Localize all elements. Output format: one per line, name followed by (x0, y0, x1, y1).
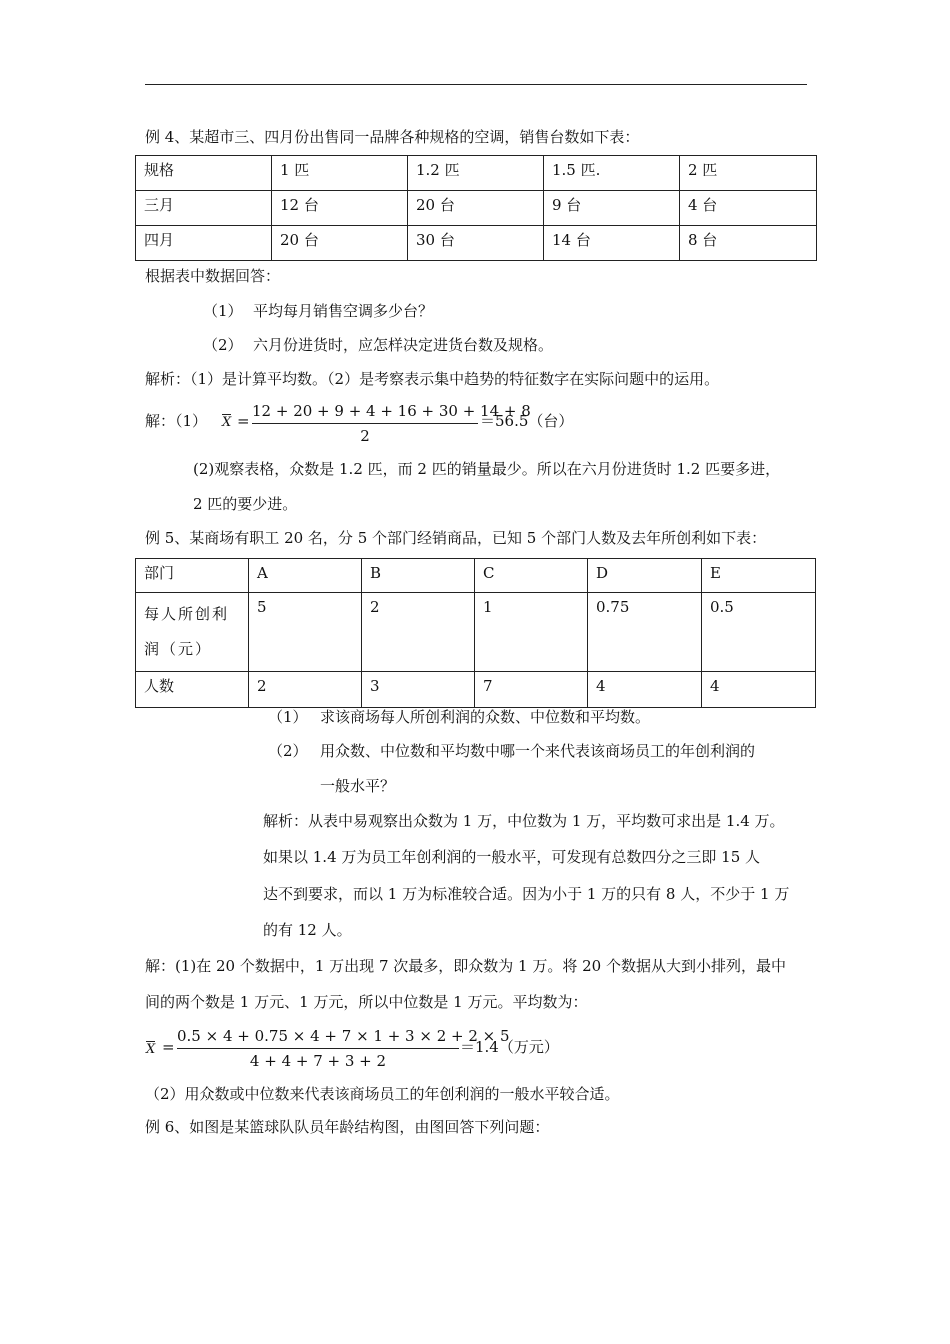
fraction-numerator: 12 + 20 + 9 + 4 + 16 + 30 + 14 + 8 (252, 402, 531, 420)
table-cell: 4 (588, 672, 702, 708)
table-cell: 9 台 (544, 191, 680, 226)
table-cell: 人数 (136, 672, 249, 708)
ex4-solution2-line1: (2)观察表格，众数是 1.2 匹，而 2 匹的销量最少。所以在六月份进货时 1.2 匹要多进， (193, 460, 781, 478)
table-cell: 0.75 (588, 593, 702, 672)
table-cell: 30 台 (408, 226, 544, 261)
fraction-numerator: 0.5 × 4 + 0.75 × 4 + 7 × 1 + 3 × 2 + 2 × 5 (177, 1027, 510, 1045)
table-cell: 3 (362, 672, 475, 708)
ex4-prompt: 根据表中数据回答： (145, 267, 281, 285)
ex4-result: ＝56.5（台） (480, 412, 574, 430)
table-cell: A (249, 559, 362, 593)
ex5-table (135, 558, 816, 708)
table-cell: 2 (362, 593, 475, 672)
table-row (136, 156, 817, 191)
ex4-solution2-line2: 2 匹的要少进。 (193, 495, 298, 513)
ex5-analysis-line2: 如果以 1.4 万为员工年创利润的一般水平，可发现有总数四分之三即 15 人 (263, 848, 761, 866)
ex5-q2-text-line2: 一般水平？ (320, 777, 396, 795)
ex4-q1-text: 平均每月销售空调多少台？ (253, 302, 434, 320)
table-cell: 1 匹 (272, 156, 408, 191)
table-cell: 4 (702, 672, 816, 708)
table-row (136, 226, 817, 261)
table-cell (136, 593, 249, 672)
mean-symbol: X (146, 1042, 156, 1057)
ex5-q1-text: 求该商场每人所创利润的众数、中位数和平均数。 (320, 708, 651, 726)
profit-label-line1: 每人所创利 (144, 605, 230, 623)
ex4-q2-number: （2） (203, 336, 243, 354)
table-cell: C (475, 559, 588, 593)
fraction-denominator: 4 + 4 + 7 + 3 + 2 (249, 1052, 387, 1070)
ex5-q2-text-line1: 用众数、中位数和平均数中哪一个来代表该商场员工的年创利润的 (320, 742, 756, 760)
table-cell: 0.5 (702, 593, 816, 672)
table-cell: 20 台 (408, 191, 544, 226)
table-cell: 1.5 匹. (544, 156, 680, 191)
ex5-result: ＝1.4（万元） (460, 1038, 559, 1056)
fraction-bar (252, 423, 478, 424)
equals-sign: = (162, 1038, 175, 1056)
header-rule (145, 84, 807, 85)
table-cell: E (702, 559, 816, 593)
table-cell: 5 (249, 593, 362, 672)
ex5-analysis-line4: 的有 12 人。 (263, 921, 352, 939)
ex4-table (135, 155, 817, 261)
ex6-title: 例 6、如图是某篮球队队员年龄结构图，由图回答下列问题： (145, 1118, 550, 1136)
table-cell: 12 台 (272, 191, 408, 226)
table-cell: 14 台 (544, 226, 680, 261)
profit-label-line2: 润（元） (144, 640, 213, 658)
table-row (136, 593, 816, 672)
mean-symbol: X (222, 415, 232, 430)
table-row (136, 191, 817, 226)
ex5-solution1-line1: 解：(1)在 20 个数据中，1 万出现 7 次最多，即众数为 1 万。将 20 个数据从大到小排列，最中 (145, 957, 786, 975)
ex5-analysis-line1: 解析：从表中易观察出众数为 1 万，中位数为 1 万，平均数可求出是 1.4 万。 (263, 812, 785, 830)
table-cell: B (362, 559, 475, 593)
table-cell: 三月 (136, 191, 272, 226)
table-cell: 20 台 (272, 226, 408, 261)
table-cell: 1.2 匹 (408, 156, 544, 191)
ex5-solution2: （2）用众数或中位数来代表该商场员工的年创利润的一般水平较合适。 (145, 1085, 620, 1103)
ex5-solution1-line2: 间的两个数是 1 万元、1 万元，所以中位数是 1 万元。平均数为： (145, 993, 588, 1011)
equals-sign: = (237, 412, 250, 430)
fraction-bar (177, 1048, 459, 1049)
ex4-title: 例 4、某超市三、四月份出售同一品牌各种规格的空调，销售台数如下表： (145, 128, 640, 146)
ex5-analysis-line3: 达不到要求，而以 1 万为标准较合适。因为小于 1 万的只有 8 人，不少于 1 万 (263, 885, 790, 903)
ex5-title: 例 5、某商场有职工 20 名，分 5 个部门经销商品，已知 5 个部门人数及去年所创利如下表： (145, 529, 767, 547)
ex5-q2-number: （2） (268, 742, 308, 760)
ex4-q1-number: （1） (203, 302, 243, 320)
fraction-denominator: 2 (360, 427, 370, 445)
table-cell: 4 台 (680, 191, 817, 226)
ex4-solution-prefix: 解：（1） (145, 412, 208, 430)
table-cell: 四月 (136, 226, 272, 261)
table-row (136, 672, 816, 708)
table-cell: 7 (475, 672, 588, 708)
table-cell: 规格 (136, 156, 272, 191)
table-row (136, 559, 816, 593)
ex4-q2-text: 六月份进货时，应怎样决定进货台数及规格。 (253, 336, 554, 354)
table-cell: 1 (475, 593, 588, 672)
table-cell: 2 (249, 672, 362, 708)
table-cell: 2 匹 (680, 156, 817, 191)
table-cell: 部门 (136, 559, 249, 593)
table-cell: D (588, 559, 702, 593)
ex4-analysis: 解析：（1）是计算平均数。（2）是考察表示集中趋势的特征数字在实际问题中的运用。 (145, 370, 720, 388)
table-cell: 8 台 (680, 226, 817, 261)
ex5-q1-number: （1） (268, 708, 308, 726)
